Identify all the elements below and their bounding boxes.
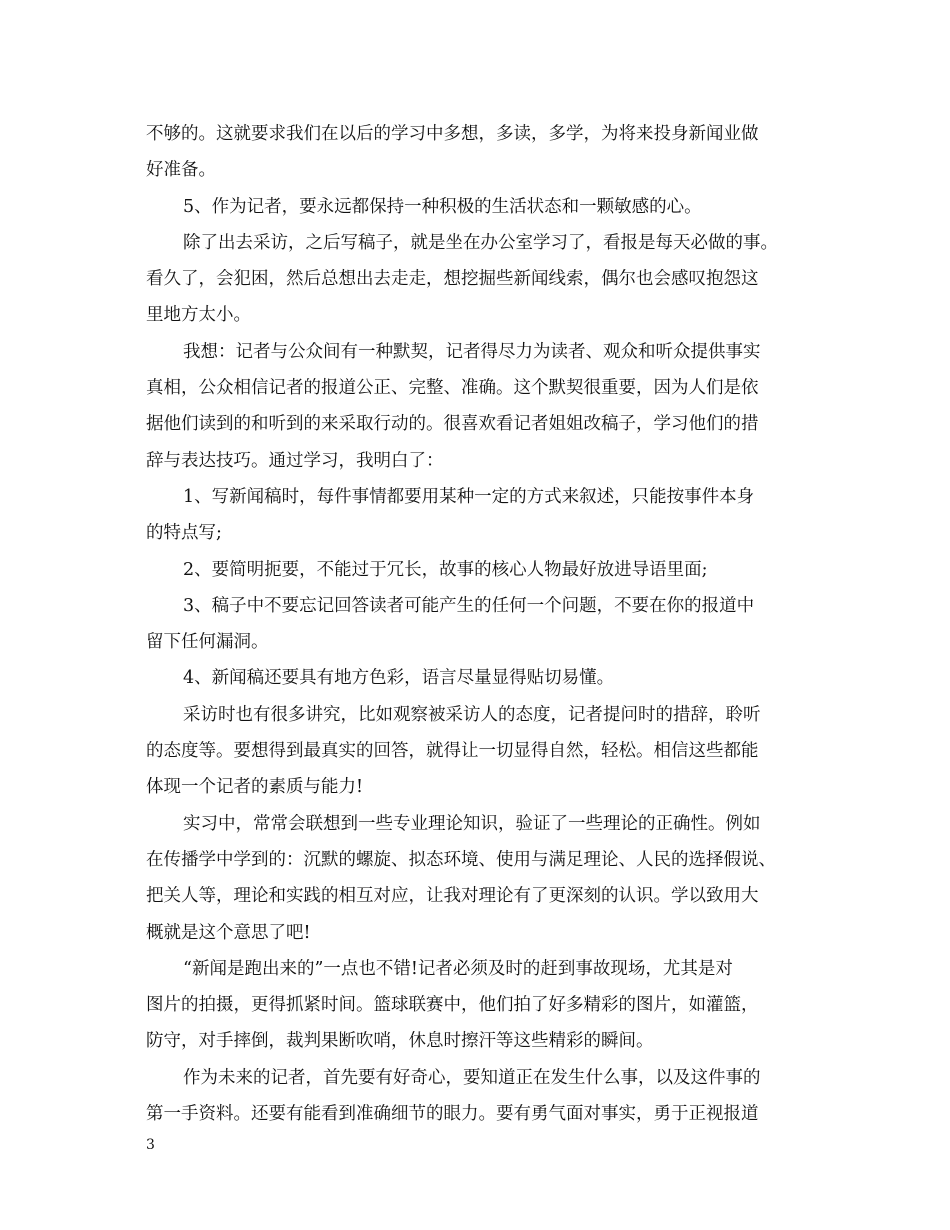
text-line: 真相，公众相信记者的报道公正、完整、准确。这个默契很重要，因为人们是依 (146, 378, 759, 399)
text-line: 里地方太小。 (146, 305, 251, 326)
text-line: 2、要简明扼要，不能过于冗长，故事的核心人物最好放进导语里面; (183, 559, 708, 580)
text-line: 实习中，常常会联想到一些专业理论知识，验证了一些理论的正确性。例如 (183, 813, 761, 834)
text-line: 第一手资料。还要有能看到准确细节的眼力。要有勇气面对事实，勇于正视报道 (146, 1104, 759, 1125)
text-line: 看久了，会犯困，然后总想出去走走，想挖掘些新闻线索，偶尔也会感叹抱怨这 (146, 269, 759, 290)
text-line: 的态度等。要想得到最真实的回答，就得让一切显得自然，轻松。相信这些都能 (146, 741, 759, 762)
text-line: 留下任何漏洞。 (146, 632, 269, 653)
text-line: 防守，对手摔倒，裁判果断吹哨，休息时擦汗等这些精彩的瞬间。 (146, 1031, 654, 1052)
text-line: 1、写新闻稿时，每件事情都要用某种一定的方式来叙述，只能按事件本身 (183, 486, 755, 507)
text-line: 4、新闻稿还要具有地方色彩，语言尽量显得贴切易懂。 (183, 668, 615, 689)
text-line: 在传播学中学到的：沉默的螺旋、拟态环境、使用与满足理论、人民的选择假说、 (146, 849, 776, 870)
text-line: 除了出去采访，之后写稿子，就是坐在办公室学习了，看报是每天必做的事。 (183, 232, 778, 253)
text-line: 据他们读到的和听到的来采取行动的。很喜欢看记者姐姐改稿子，学习他们的措 (146, 414, 759, 435)
text-line: 把关人等，理论和实践的相互对应，让我对理论有了更深刻的认识。学以致用大 (146, 886, 759, 907)
text-line: 好准备。 (146, 160, 216, 181)
text-line: 3、稿子中不要忘记回答读者可能产生的任何一个问题，不要在你的报道中 (183, 595, 755, 616)
text-line: 不够的。这就要求我们在以后的学习中多想，多读，多学，为将来投身新闻业做 (146, 124, 759, 144)
text-line: 作为未来的记者，首先要有好奇心，要知道正在发生什么事，以及这件事的 (183, 1067, 761, 1088)
text-line: 的特点写; (146, 523, 222, 544)
text-line: 体现一个记者的素质与能力! (146, 777, 364, 798)
text-line: 我想：记者与公众间有一种默契，记者得尽力为读者、观众和听众提供事实 (183, 341, 761, 362)
text-line: 概就是这个意思了吧! (146, 922, 311, 943)
text-line: 采访时也有很多讲究，比如观察被采访人的态度，记者提问时的措辞，聆听 (183, 704, 761, 725)
page-number: 3 (146, 1137, 155, 1153)
text-line: 5、作为记者，要永远都保持一种积极的生活状态和一颗敏感的心。 (183, 196, 702, 217)
text-line: 辞与表达技巧。通过学习，我明白了： (146, 450, 444, 471)
text-line: “新闻是跑出来的”一点也不错!记者必须及时的赶到事故现场，尤其是对 (183, 958, 733, 979)
document-body (146, 116, 811, 1132)
text-line: 图片的拍摄，更得抓紧时间。篮球联赛中，他们拍了好多精彩的图片，如灌篮， (146, 995, 759, 1016)
